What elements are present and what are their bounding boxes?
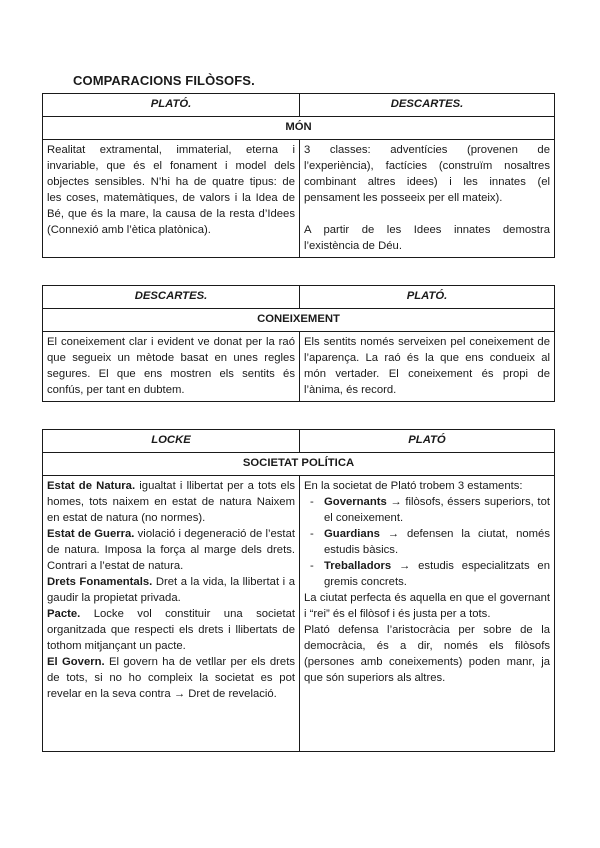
locke-concept bbox=[47, 654, 295, 702]
locke-concept bbox=[47, 574, 295, 606]
concept-text: violació i degeneració de l’estat de natura. Imposa la força al marge dels drets. Contrari a l’estat de natura. bbox=[47, 528, 295, 572]
concept-text: Dret a la vida, la llibertat i a gaudir la propietat privada. bbox=[47, 576, 295, 604]
locke-concept bbox=[47, 478, 295, 526]
plato-societat-intro: En la societat de Plató trobem 3 estaments: bbox=[304, 480, 523, 492]
concept-term: Estat de Natura. bbox=[47, 480, 136, 492]
cell-plato-societat bbox=[300, 476, 555, 752]
descartes-mon-text-1: 3 classes: adventícies (provenen de l’experiència), factícies (construïm nosaltres combinant altres idees) i les innates (el pensament les posseeix per ell mateix). bbox=[304, 144, 550, 204]
concept-text: Locke vol constituir una societat organitzada que respecti els drets i llibertats de tothom mitjançant un pacte. bbox=[47, 608, 295, 652]
estament-text: → estudis especialitzats en gremis concrets. bbox=[324, 560, 550, 588]
cell-plato-coneixement bbox=[300, 332, 555, 402]
header-descartes: DESCARTES. bbox=[300, 94, 555, 117]
list-item: - Governants → filòsofs, éssers superiors, tot el coneixement. bbox=[310, 496, 550, 524]
estament-term: Treballadors bbox=[324, 560, 392, 572]
plato-mon-text: Realitat extramental, immaterial, eterna i invariable, que és el fonament i model dels objectes sensibles. N’hi ha de quatre tipus: de les coses, matemàtiques, de valors i la Idea de Bé, que és la mare, la causa de la resta d’Idees (Connexió amb l’ètica platònica). bbox=[47, 144, 295, 236]
concept-term: El Govern. bbox=[47, 656, 105, 668]
header-plato: PLATÓ. bbox=[43, 94, 300, 117]
cell-plato-mon bbox=[43, 140, 300, 258]
header-descartes: DESCARTES. bbox=[43, 286, 300, 309]
plato-societat-text-3: Plató defensa l’aristocràcia per sobre de la democràcia, és a dir, només els filòsofs (persones amb coneixements) poden manr, ja que són superiors als altres. bbox=[304, 624, 550, 684]
estament-text: → defensen la ciutat, només estudis bàsics. bbox=[324, 528, 550, 556]
header-locke: LOCKE bbox=[43, 430, 300, 453]
header-plato: PLATÓ bbox=[300, 430, 555, 453]
table-societat-politica bbox=[42, 429, 555, 752]
plato-societat-text-2: La ciutat perfecta és aquella en que el governant i “rei” és el filòsof i és justa per a tots. bbox=[304, 592, 550, 620]
estaments-list bbox=[304, 494, 550, 590]
descartes-coneixement-text: El coneixement clar i evident ve donat per la raó que segueix un mètode basat en unes regles segures. El que ens mostren els sentits és confús, per tant en dubtem. bbox=[47, 336, 295, 396]
table-mon bbox=[42, 93, 555, 258]
estament-term: Guardians bbox=[324, 528, 380, 540]
plato-coneixement-text: Els sentits només serveixen pel coneixement de l’aparença. La raó és la que ens condueix al món vertader. El coneixement és propi de l’ànima, és record. bbox=[304, 336, 550, 396]
list-item: - Treballadors → estudis especialitzats en gremis concrets. bbox=[310, 560, 550, 588]
locke-concept bbox=[47, 606, 295, 654]
section-societat-politica: SOCIETAT POLÍTICA bbox=[43, 453, 555, 476]
table-coneixement bbox=[42, 285, 555, 402]
concept-term: Pacte. bbox=[47, 608, 81, 620]
concept-term: Estat de Guerra. bbox=[47, 528, 135, 540]
cell-locke-societat bbox=[43, 476, 300, 752]
cell-descartes-coneixement bbox=[43, 332, 300, 402]
section-coneixement: CONEIXEMENT bbox=[43, 309, 555, 332]
section-mon: MÓN bbox=[43, 117, 555, 140]
descartes-mon-text-2: A partir de les Idees innates demostra l’existència de Déu. bbox=[304, 224, 550, 252]
concept-text: El govern ha de vetllar per els drets de tots, si no ho compleix la societat es pot revelar en la seva contra → Dret de revelació. bbox=[47, 656, 295, 700]
locke-concept bbox=[47, 526, 295, 574]
page-title: COMPARACIONS FILÒSOFS. bbox=[73, 73, 255, 88]
header-plato: PLATÓ. bbox=[300, 286, 555, 309]
list-item: - Guardians → defensen la ciutat, només estudis bàsics. bbox=[310, 528, 550, 556]
concept-term: Drets Fonamentals. bbox=[47, 576, 153, 588]
estament-term: Governants bbox=[324, 496, 387, 508]
cell-descartes-mon bbox=[300, 140, 555, 258]
concept-text: igualtat i llibertat per a tots els homes, tots naixem en estat de natura Naixem en estat de natura (no normes). bbox=[47, 480, 295, 524]
estament-text: → filòsofs, éssers superiors, tot el coneixement. bbox=[324, 496, 550, 524]
